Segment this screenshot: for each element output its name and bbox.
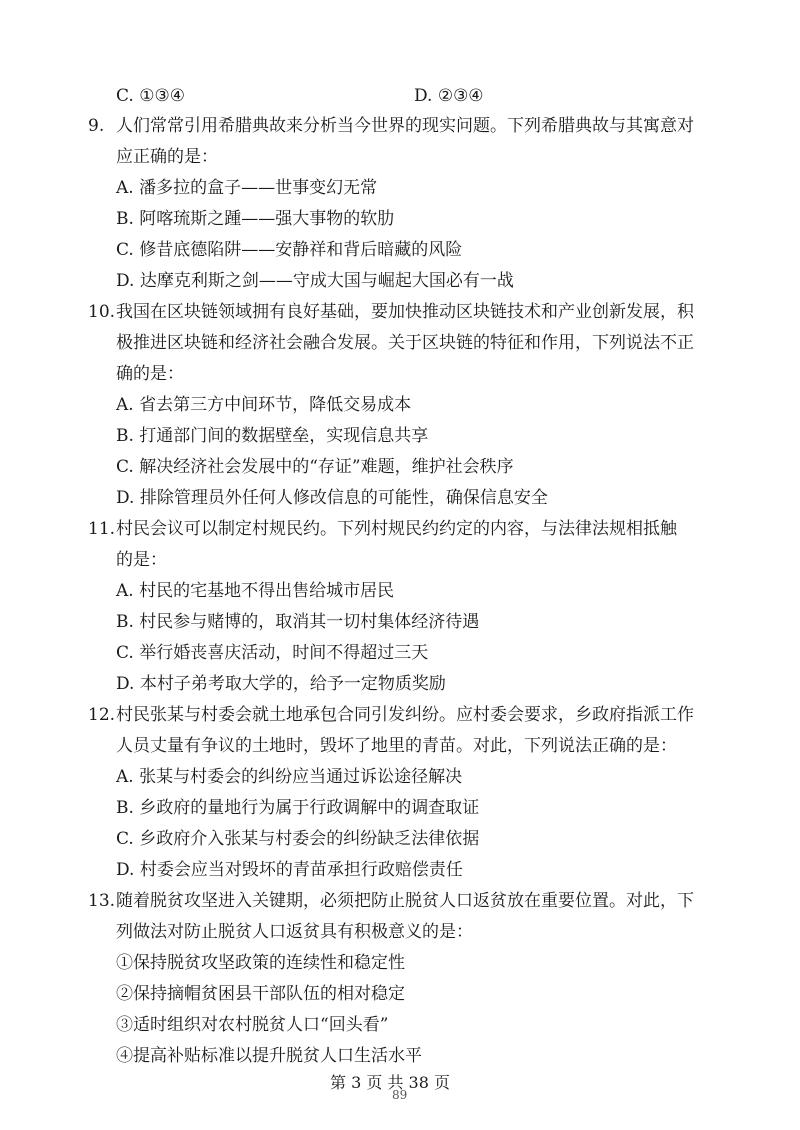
question-11-option-d: D. 本村子弟考取大学的，给予一定物质奖励 (116, 674, 446, 694)
question-9-number: 9. (88, 116, 105, 136)
question-13-statement-2: ②保持摘帽贫困县干部队伍的相对稳定 (116, 984, 405, 1004)
question-12-number: 12. (88, 705, 116, 725)
question-12-option-c: C. 乡政府介入张某与村委会的纠纷缺乏法律依据 (116, 829, 480, 849)
question-12-option-a: A. 张某与村委会的纠纷应当通过诉讼途径解决 (116, 767, 463, 787)
question-10-option-a: A. 省去第三方中间环节，降低交易成本 (116, 395, 412, 415)
question-12-option-d: D. 村委会应当对毁坏的青苗承担行政赔偿责任 (116, 860, 463, 880)
question-10-option-d: D. 排除管理员外任何人修改信息的可能性，确保信息安全 (116, 488, 548, 508)
question-12-stem-cont: 人员丈量有争议的土地时，毁坏了地里的青苗。对此，下列说法正确的是： (116, 736, 677, 756)
question-11-stem: 村民会议可以制定村规民约。下列村规民约约定的内容，与法律法规相抵触 (116, 519, 677, 539)
question-13-number: 13. (88, 891, 116, 911)
question-13-statement-4: ④提高补贴标准以提升脱贫人口生活水平 (116, 1046, 422, 1066)
question-10-option-c: C. 解决经济社会发展中的“存证”难题，维护社会秩序 (116, 457, 514, 477)
prev-option-c: C. ①③④ (116, 86, 185, 106)
question-9-option-d: D. 达摩克利斯之剑——守成大国与崛起大国必有一战 (116, 271, 514, 291)
question-13-stem: 随着脱贫攻坚进入关键期，必须把防止脱贫人口返贫放在重要位置。对此，下 (116, 891, 694, 911)
question-10-stem-end: 确的是： (116, 364, 184, 384)
question-9-stem: 人们常常引用希腊典故来分析当今世界的现实问题。下列希腊典故与其寓意对 (116, 116, 694, 136)
question-9-option-a: A. 潘多拉的盒子——世事变幻无常 (116, 178, 378, 198)
question-11-option-c: C. 举行婚丧喜庆活动，时间不得超过三天 (116, 643, 429, 663)
question-11-number: 11. (88, 519, 116, 539)
page-number: 第 3 页 共 38 页 (330, 1073, 450, 1092)
question-9-option-c: C. 修昔底德陷阱——安静祥和背后暗藏的风险 (116, 240, 463, 260)
question-10-stem-cont: 极推进区块链和经济社会融合发展。关于区块链的特征和作用，下列说法不正 (116, 333, 694, 353)
question-12-option-b: B. 乡政府的量地行为属于行政调解中的调查取证 (116, 798, 480, 818)
question-9-option-b: B. 阿喀琉斯之踵——强大事物的软肋 (116, 209, 395, 229)
question-12-stem: 村民张某与村委会就土地承包合同引发纠纷。应村委会要求，乡政府指派工作 (116, 705, 694, 725)
question-10-option-b: B. 打通部门间的数据壁垒，实现信息共享 (116, 426, 429, 446)
question-9-stem-cont: 应正确的是： (116, 147, 218, 167)
question-11-stem-cont: 的是： (116, 550, 167, 570)
question-13-statement-3: ③适时组织对农村脱贫人口“回头看” (116, 1015, 389, 1035)
question-13-statement-1: ①保持脱贫攻坚政策的连续性和稳定性 (116, 953, 405, 973)
prev-option-d: D. ②③④ (414, 86, 484, 106)
question-11-option-b: B. 村民参与赌博的，取消其一切村集体经济待遇 (116, 612, 480, 632)
question-11-option-a: A. 村民的宅基地不得出售给城市居民 (116, 581, 395, 601)
question-10-stem: 我国在区块链领域拥有良好基础，要加快推动区块链技术和产业创新发展，积 (116, 302, 694, 322)
question-13-stem-cont: 列做法对防止脱贫人口返贫具有积极意义的是： (116, 922, 473, 942)
page-stamp: 89 (392, 1088, 408, 1102)
question-10-number: 10. (88, 302, 116, 322)
